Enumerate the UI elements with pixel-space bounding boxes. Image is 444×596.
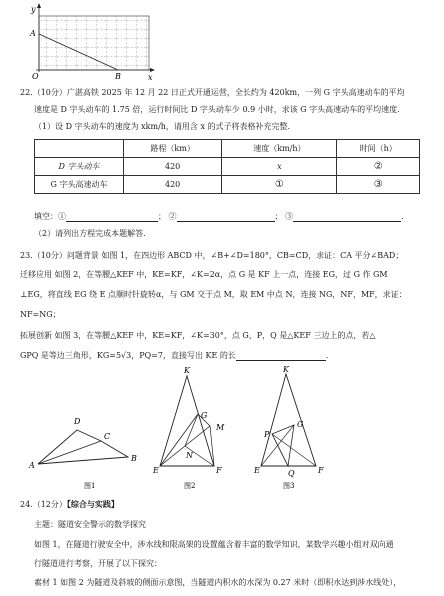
q23-answer-blank[interactable]: [236, 360, 326, 361]
table-cell: D 字头动车: [35, 158, 124, 176]
fill-mark-1: ①: [58, 212, 66, 221]
q23-line5: 拓展创新 如图 3，在等腰△KEF 中，KE=KF，∠K=30°，点 G，P，Q 是△KEF 三边上的点，若△: [20, 331, 376, 340]
table-cell: 420: [124, 158, 222, 176]
q23-line2: 迁移应用 如图 2，在等腰△KEF 中，KE=KF，∠K=2α，点 G 是 KF 上一点，连接 EG，过 G 作 GM: [20, 270, 388, 279]
q24-number: 24.（12分）: [20, 500, 67, 509]
fig3-label: K: [283, 365, 289, 374]
table-header: [35, 140, 124, 158]
q24-line1: 如图 1，在隧道行驶安全中，涉水线和限高架的设置蕴含着丰富的数学知识，某数学兴趣小组对双向通: [34, 540, 394, 549]
point-a-label: A: [30, 29, 36, 38]
origin-label: O: [32, 72, 39, 81]
diagonal-ac: [38, 441, 101, 464]
table-header: 时间（h）: [337, 140, 420, 158]
graph-grid: [39, 16, 149, 70]
q23-line4: NF=NG；: [20, 310, 61, 319]
table-cell: ③: [337, 176, 420, 194]
table-row: [35, 176, 420, 194]
q24-theme: 主题：隧道安全警示的数学探究: [34, 520, 146, 529]
fig1-label: D: [74, 417, 81, 426]
fig3-label: G: [297, 420, 304, 429]
fig2-label: N: [186, 451, 193, 460]
y-axis-arrow: [37, 3, 41, 8]
triangle-gpq: [272, 425, 294, 466]
fig2-caption: 图2: [184, 482, 196, 490]
q22-head: 22.（10分）广湛高铁 2025 年 12 月 22 日正式开通运营，全长约为 420km，一列 G 字头高速动车的平均: [20, 88, 405, 97]
fill-mark-2: ②: [168, 212, 177, 221]
q23-line3: ⊥EG，将直线 EG 绕 E 点顺时针旋转α，与 GM 交于点 M，取 EM 中点 N，连接 NG，NF，MF，求证：: [20, 290, 407, 299]
aux-line: [272, 434, 288, 466]
aux-line: [272, 434, 316, 466]
fig2-label: M: [216, 423, 225, 432]
fig2-label: E: [153, 466, 159, 475]
x-label: x: [148, 73, 153, 82]
table-row: [35, 158, 420, 176]
table-header: 速度（km/h）: [222, 140, 337, 158]
fig3-label: E: [254, 466, 260, 475]
fill-mark-3: ③: [285, 212, 294, 221]
table-cell: 420: [124, 176, 222, 194]
fig3-label: Q: [288, 469, 295, 478]
fill-blank-3[interactable]: [293, 221, 401, 222]
q23-line6-text: GPQ 是等边三角形，KG=5√3，PQ=7，直接写出 KE 的长: [20, 351, 236, 360]
point-b-label: B: [115, 72, 121, 81]
fig3-label: P: [264, 430, 270, 439]
fill-label: 填空：: [34, 212, 58, 221]
q23-line6-end: .: [325, 351, 329, 360]
q22-line5: （2）请列出方程完成本题解答.: [34, 229, 146, 238]
q24-title: 【综合与实践】: [66, 499, 119, 509]
fig2-label: F: [216, 466, 222, 475]
q24-line2: 行隧道进行考察，开展了以下探究：: [34, 559, 162, 568]
fig3-caption: 图3: [283, 482, 295, 490]
fig2-label: K: [184, 366, 190, 375]
q22-line3: （1）设 D 字头动车的速度为 xkm/h，请用含 x 的式子将表格补充完整.: [34, 122, 291, 131]
fill-blank-2[interactable]: [177, 221, 275, 222]
figure-2: [150, 364, 240, 490]
figure-1: [28, 412, 148, 492]
y-label: y: [31, 5, 36, 14]
q22-line2: 速度是 D 字头动车的 1.75 倍，运行时间比 D 字头动车少 0.9 小时，求该 G 字头高速动车的平均速度.: [34, 105, 400, 114]
fig1-caption: 图1: [84, 482, 96, 490]
table-cell: x: [222, 158, 337, 176]
fig2-label: G: [201, 411, 208, 420]
q22-table: [34, 139, 420, 194]
table-cell: ②: [337, 158, 420, 176]
x-axis-arrow: [150, 68, 155, 72]
q24-head: [20, 499, 119, 510]
triangle-kef: [261, 374, 316, 466]
table-header-row: [35, 140, 420, 158]
figure-3: [248, 364, 338, 490]
fig1-label: B: [131, 454, 137, 463]
fig3-label: F: [318, 466, 324, 475]
q24-line3: 素材 1 如图 2 为隧道及斜坡的侧面示意图，当隧道内积水的水深为 0.27 米时（即积水达到涉水线处），: [34, 578, 402, 587]
fig1-label: C: [104, 432, 111, 441]
table-header: 路程（km）: [124, 140, 222, 158]
table-cell: G 字头高速动车: [35, 176, 124, 194]
q23-line1: 23.（10分）问题背景 如图 1，在四边形 ABCD 中，∠B+∠D=180°，CB=CD，求证：CA 平分∠BAD；: [20, 251, 404, 260]
fill-blank-1[interactable]: [66, 221, 158, 222]
q23-line6: [20, 351, 328, 361]
table-cell: ①: [222, 176, 337, 194]
fig1-label: A: [29, 461, 35, 470]
q22-fill-line: 填空：① ； ② ； ③ .: [34, 212, 404, 221]
top-graph-figure: [26, 2, 156, 82]
